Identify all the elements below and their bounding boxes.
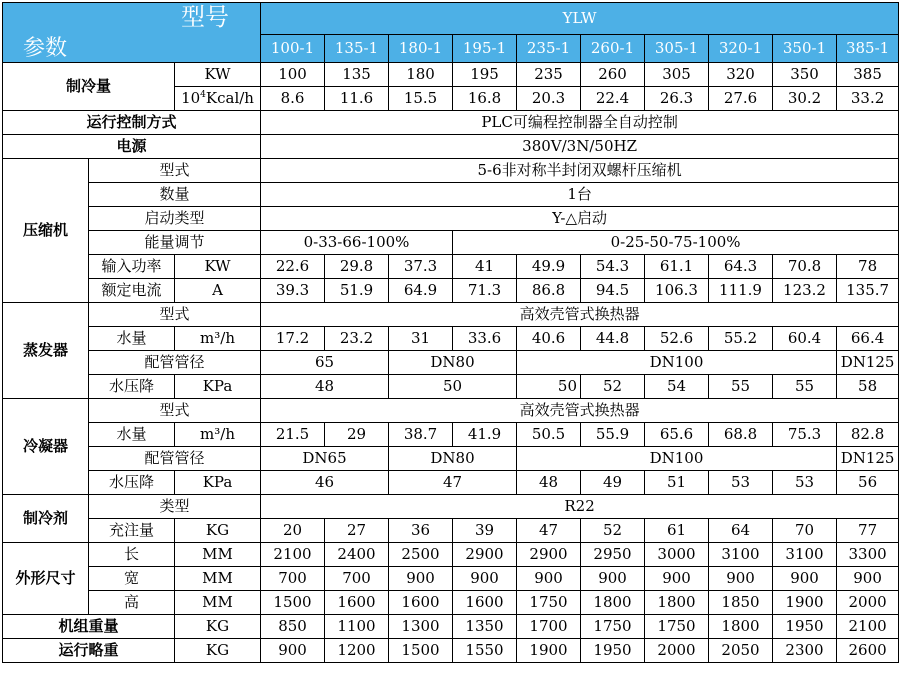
value-cell: 33.6	[453, 327, 517, 351]
value-cell: 60.4	[773, 327, 837, 351]
value-cell: 11.6	[325, 87, 389, 111]
refrigerant-type-label: 类型	[89, 495, 261, 519]
value-cell: 47	[389, 471, 517, 495]
value-cell: 20.3	[517, 87, 581, 111]
value-cell: 1700	[517, 615, 581, 639]
compressor-label: 压缩机	[3, 159, 89, 303]
value-cell: 1950	[773, 615, 837, 639]
model-cell: 350-1	[773, 35, 837, 63]
value-cell: 900	[453, 567, 517, 591]
unit-cell: MM	[175, 543, 261, 567]
value-cell: 2000	[645, 639, 709, 663]
value-cell: 49	[581, 471, 645, 495]
compressor-start-value: Y-△启动	[261, 207, 899, 231]
value-cell: 52.6	[645, 327, 709, 351]
value-cell: 55.9	[581, 423, 645, 447]
value-cell: 44.8	[581, 327, 645, 351]
value-cell: 111.9	[709, 279, 773, 303]
value-cell: 29	[325, 423, 389, 447]
power-row	[3, 135, 899, 159]
unit-cell: KPa	[175, 471, 261, 495]
value-cell: 52	[581, 519, 645, 543]
condenser-drop-label: 水压降	[89, 471, 175, 495]
weight-row	[3, 615, 899, 639]
header-corner	[3, 3, 261, 63]
value-cell: 77	[837, 519, 899, 543]
value-cell: 900	[645, 567, 709, 591]
compressor-qty-row	[3, 183, 899, 207]
condenser-pipe-row	[3, 447, 899, 471]
value-cell: 900	[261, 639, 325, 663]
value-cell: DN100	[517, 447, 837, 471]
refrigerant-type-value: R22	[261, 495, 899, 519]
value-cell: 3300	[837, 543, 899, 567]
value-cell: 1500	[389, 639, 453, 663]
compressor-cap-a: 0-33-66-100%	[261, 231, 453, 255]
value-cell: 3100	[773, 543, 837, 567]
value-cell: 235	[517, 63, 581, 87]
model-cell: 305-1	[645, 35, 709, 63]
value-cell: 39.3	[261, 279, 325, 303]
value-cell: 2100	[261, 543, 325, 567]
value-cell: 75.3	[773, 423, 837, 447]
compressor-start-row	[3, 207, 899, 231]
value-cell: 55	[773, 375, 837, 399]
value-cell: 8.6	[261, 87, 325, 111]
dimension-length-row	[3, 543, 899, 567]
value-cell: 46	[261, 471, 389, 495]
condenser-type-row	[3, 399, 899, 423]
unit-cell: KG	[175, 615, 261, 639]
value-cell: 64.3	[709, 255, 773, 279]
value-cell: 17.2	[261, 327, 325, 351]
model-cell: 195-1	[453, 35, 517, 63]
series-title: YLW	[261, 3, 899, 35]
value-cell: 2500	[389, 543, 453, 567]
value-cell: 26.3	[645, 87, 709, 111]
value-cell: 1900	[773, 591, 837, 615]
value-cell: DN80	[389, 351, 517, 375]
value-cell: 195	[453, 63, 517, 87]
value-cell: 1750	[645, 615, 709, 639]
value-cell: 94.5	[581, 279, 645, 303]
value-cell: 1900	[517, 639, 581, 663]
compressor-input-label: 输入功率	[89, 255, 175, 279]
operating-weight-row	[3, 639, 899, 663]
value-cell: 700	[325, 567, 389, 591]
dimension-height-row	[3, 591, 899, 615]
value-cell: 86.8	[517, 279, 581, 303]
value-cell: 71.3	[453, 279, 517, 303]
condenser-type-label: 型式	[89, 399, 261, 423]
value-cell: 65	[261, 351, 389, 375]
value-cell: 29.8	[325, 255, 389, 279]
value-cell: 27	[325, 519, 389, 543]
value-cell: 900	[389, 567, 453, 591]
compressor-capacity-row	[3, 231, 899, 255]
value-cell: 1600	[453, 591, 517, 615]
value-cell: 1800	[709, 615, 773, 639]
condenser-pipe-label: 配管管径	[89, 447, 261, 471]
compressor-current-label: 额定电流	[89, 279, 175, 303]
value-cell: 2600	[837, 639, 899, 663]
value-cell: 2950	[581, 543, 645, 567]
compressor-qty-label: 数量	[89, 183, 261, 207]
evaporator-pipe-row	[3, 351, 899, 375]
value-cell: 70	[773, 519, 837, 543]
value-cell: 850	[261, 615, 325, 639]
value-cell: 1300	[389, 615, 453, 639]
value-cell: 37.3	[389, 255, 453, 279]
value-cell: 2900	[453, 543, 517, 567]
evaporator-type-label: 型式	[89, 303, 261, 327]
value-cell: 1550	[453, 639, 517, 663]
evaporator-water-row	[3, 327, 899, 351]
value-cell: 900	[709, 567, 773, 591]
unit-cell: $10^4Kcal/h$	[175, 87, 261, 111]
dimension-width-row	[3, 567, 899, 591]
refrigerant-type-row	[3, 495, 899, 519]
evaporator-type-value: 高效壳管式换热器	[261, 303, 899, 327]
unit-cell: m³/h	[175, 423, 261, 447]
value-cell: 21.5	[261, 423, 325, 447]
unit-cell: KW	[175, 63, 261, 87]
value-cell: 54	[645, 375, 709, 399]
value-cell: 2100	[837, 615, 899, 639]
refrigerant-charge-row	[3, 519, 899, 543]
refrigerant-charge-label: 充注量	[89, 519, 175, 543]
value-cell: 1800	[645, 591, 709, 615]
dimension-width-label: 宽	[89, 567, 175, 591]
value-cell: 2050	[709, 639, 773, 663]
condenser-water-row	[3, 423, 899, 447]
cooling-label: 制冷量	[3, 63, 175, 111]
value-cell: 2900	[517, 543, 581, 567]
value-cell: 48	[517, 471, 581, 495]
value-cell: 1950	[581, 639, 645, 663]
value-cell: 180	[389, 63, 453, 87]
value-cell: 900	[773, 567, 837, 591]
evaporator-pipe-label: 配管管径	[89, 351, 261, 375]
value-cell: 53	[709, 471, 773, 495]
unit-cell: KW	[175, 255, 261, 279]
value-cell: 106.3	[645, 279, 709, 303]
compressor-type-label: 型式	[89, 159, 261, 183]
compressor-cap-label: 能量调节	[89, 231, 261, 255]
value-cell: 50.5	[517, 423, 581, 447]
value-cell: 50	[389, 375, 517, 399]
value-cell: 65.6	[645, 423, 709, 447]
value-cell: 100	[261, 63, 325, 87]
value-cell: 40.6	[517, 327, 581, 351]
cooling-kw-row	[3, 63, 899, 87]
dimension-length-label: 长	[89, 543, 175, 567]
value-cell: 900	[837, 567, 899, 591]
value-cell: 260	[581, 63, 645, 87]
model-cell: 320-1	[709, 35, 773, 63]
value-cell: 64.9	[389, 279, 453, 303]
value-cell: 16.8	[453, 87, 517, 111]
value-cell: 55.2	[709, 327, 773, 351]
value-cell: 1750	[581, 615, 645, 639]
power-value: 380V/3N/50HZ	[261, 135, 899, 159]
value-cell: 64	[709, 519, 773, 543]
value-cell: 31	[389, 327, 453, 351]
value-cell: 66.4	[837, 327, 899, 351]
value-cell: 78	[837, 255, 899, 279]
value-cell: 48	[261, 375, 389, 399]
value-cell: 350	[773, 63, 837, 87]
dimensions-label: 外形尺寸	[3, 543, 89, 615]
value-cell: 27.6	[709, 87, 773, 111]
value-cell: 385	[837, 63, 899, 87]
control-row	[3, 111, 899, 135]
unit-cell: MM	[175, 591, 261, 615]
model-cell: 135-1	[325, 35, 389, 63]
value-cell: 22.4	[581, 87, 645, 111]
value-cell: 82.8	[837, 423, 899, 447]
value-cell: 15.5	[389, 87, 453, 111]
value-cell: 51.9	[325, 279, 389, 303]
header-param-label: 参数	[23, 36, 68, 61]
weight-label: 机组重量	[3, 615, 175, 639]
value-cell: 3100	[709, 543, 773, 567]
value-cell: 41	[453, 255, 517, 279]
compressor-qty-value: 1台	[261, 183, 899, 207]
value-cell: 30.2	[773, 87, 837, 111]
model-cell: 260-1	[581, 35, 645, 63]
condenser-label: 冷凝器	[3, 399, 89, 495]
condenser-drop-row	[3, 471, 899, 495]
condenser-type-value: 高效壳管式换热器	[261, 399, 899, 423]
model-cell: 235-1	[517, 35, 581, 63]
compressor-input-row	[3, 255, 899, 279]
value-cell: 51	[645, 471, 709, 495]
value-cell: 33.2	[837, 87, 899, 111]
value-cell: 1200	[325, 639, 389, 663]
value-cell: DN125	[837, 447, 899, 471]
condenser-water-label: 水量	[89, 423, 175, 447]
value-cell: 320	[709, 63, 773, 87]
value-cell: 1350	[453, 615, 517, 639]
value-cell: 22.6	[261, 255, 325, 279]
header-model-label: 型号	[181, 3, 229, 31]
value-cell: 38.7	[389, 423, 453, 447]
model-cell: 385-1	[837, 35, 899, 63]
unit-cell: A	[175, 279, 261, 303]
value-cell: 1500	[261, 591, 325, 615]
compressor-current-row	[3, 279, 899, 303]
value-cell: 1600	[389, 591, 453, 615]
value-cell: 39	[453, 519, 517, 543]
spec-table	[2, 2, 899, 663]
value-cell: 70.8	[773, 255, 837, 279]
evaporator-drop-label: 水压降	[89, 375, 175, 399]
power-label: 电源	[3, 135, 261, 159]
value-cell: 36	[389, 519, 453, 543]
compressor-start-label: 启动类型	[89, 207, 261, 231]
model-cell: 100-1	[261, 35, 325, 63]
value-cell: 54.3	[581, 255, 645, 279]
model-cell: 180-1	[389, 35, 453, 63]
value-cell: 52	[581, 375, 645, 399]
control-label: 运行控制方式	[3, 111, 261, 135]
unit-cell: KPa	[175, 375, 261, 399]
value-cell: 1850	[709, 591, 773, 615]
evaporator-drop-row	[3, 375, 899, 399]
dimension-height-label: 高	[89, 591, 175, 615]
value-cell: 50	[517, 375, 581, 399]
value-cell: 61	[645, 519, 709, 543]
value-cell: 305	[645, 63, 709, 87]
value-cell: 1600	[325, 591, 389, 615]
value-cell: DN80	[389, 447, 517, 471]
value-cell: 23.2	[325, 327, 389, 351]
control-value: PLC可编程控制器全自动控制	[261, 111, 899, 135]
value-cell: 2400	[325, 543, 389, 567]
unit-cell: KG	[175, 519, 261, 543]
value-cell: 49.9	[517, 255, 581, 279]
value-cell: 1800	[581, 591, 645, 615]
value-cell: 56	[837, 471, 899, 495]
value-cell: 1750	[517, 591, 581, 615]
unit-cell: KG	[175, 639, 261, 663]
value-cell: 47	[517, 519, 581, 543]
evaporator-type-row	[3, 303, 899, 327]
value-cell: 900	[581, 567, 645, 591]
value-cell: DN100	[517, 351, 837, 375]
evaporator-label: 蒸发器	[3, 303, 89, 399]
value-cell: 68.8	[709, 423, 773, 447]
value-cell: 61.1	[645, 255, 709, 279]
unit-cell: MM	[175, 567, 261, 591]
value-cell: 20	[261, 519, 325, 543]
value-cell: 58	[837, 375, 899, 399]
evaporator-water-label: 水量	[89, 327, 175, 351]
value-cell: 53	[773, 471, 837, 495]
compressor-cap-b: 0-25-50-75-100%	[453, 231, 899, 255]
value-cell: 900	[517, 567, 581, 591]
value-cell: DN65	[261, 447, 389, 471]
value-cell: 135	[325, 63, 389, 87]
refrigerant-label: 制冷剂	[3, 495, 89, 543]
value-cell: 41.9	[453, 423, 517, 447]
value-cell: DN125	[837, 351, 899, 375]
value-cell: 2000	[837, 591, 899, 615]
value-cell: 3000	[645, 543, 709, 567]
unit-cell: m³/h	[175, 327, 261, 351]
compressor-type-value: 5-6非对称半封闭双螺杆压缩机	[261, 159, 899, 183]
compressor-type-row	[3, 159, 899, 183]
value-cell: 123.2	[773, 279, 837, 303]
value-cell: 2300	[773, 639, 837, 663]
value-cell: 135.7	[837, 279, 899, 303]
value-cell: 1100	[325, 615, 389, 639]
operating-weight-label: 运行略重	[3, 639, 175, 663]
value-cell: 55	[709, 375, 773, 399]
value-cell: 700	[261, 567, 325, 591]
